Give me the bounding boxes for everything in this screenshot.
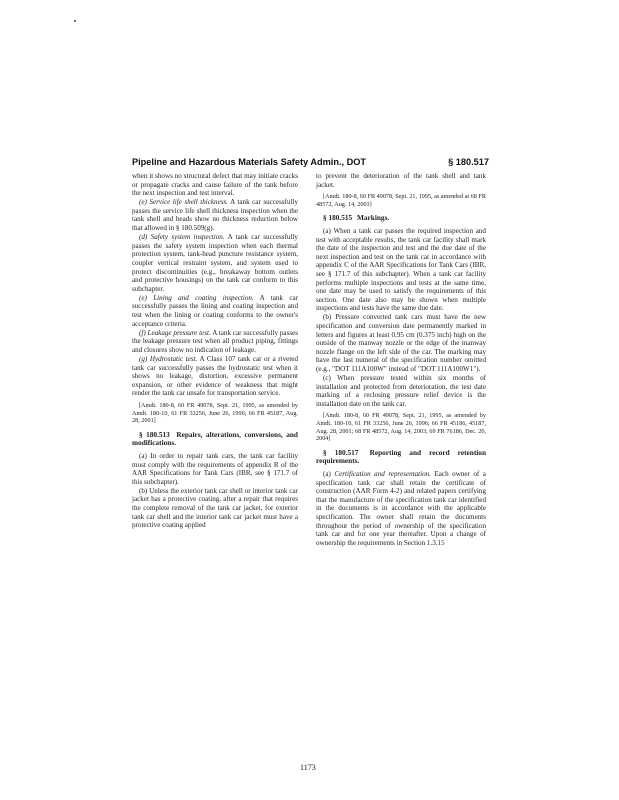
paragraph-a: [132, 452, 298, 486]
paragraph-a-certification: [316, 470, 486, 547]
paragraph-text: A Class 107 tank car or a riveted tank car successfully passes the hydrostatic test when it shows no leakage, distortion, excessive permanent expansion, or other evidence of weakness that might render the tank car unsafe for transportation service.: [132, 354, 298, 398]
paragraph-label: (b): [139, 486, 148, 495]
paragraph-safety-system: [132, 233, 298, 293]
section-title: Repairs, alterations, conversions, and modifications.: [132, 429, 298, 448]
paragraph-label: (f) Leakage pressure test.: [139, 328, 211, 337]
paragraph-italic-label: Certification and representation.: [334, 470, 431, 478]
paragraph-text: Each owner of a specification tank car shall retain the certificate of construction (AAR Form 4-2) and related papers certifying that the manufacture of the specification tank car identified in the documents is in accordance with the applicable specification. The owner shall retain the documents throughout the period of ownership of the specification tank car and for one year thereafter. Upon a change of ownership the requirements in Section 1.3.15: [316, 470, 486, 547]
paragraph-label: (a): [139, 451, 147, 460]
section-heading-180-513: [132, 431, 298, 448]
citation: [Amdt. 180-8, 60 FR 49078, Sept. 21, 1995, as amended at 68 FR 48572, Aug. 14, 2003]: [316, 193, 486, 208]
citation: [Amdt. 180-8, 60 FR 49078, Sept. 21, 1995, as amended by Amdt. 180-10, 61 FR 33256, June 26, 1996; 66 FR 45187, Aug. 28, 2001]: [132, 401, 298, 425]
paragraph-a: [316, 227, 486, 313]
paragraph-text: When pressure tested within six months of installation and protected from deterioration, the test date marking of a reclosing pressure relief device is the installation date on the tank car.: [316, 374, 486, 408]
running-head: [132, 155, 489, 169]
paragraph-label: (d) Safety system inspection.: [139, 233, 225, 242]
paragraph-text: A tank car successfully passes the lining and coating inspection and test when the lining or coating conforms to the owner's acceptance criteria.: [132, 293, 298, 328]
page-number: 1173: [300, 763, 316, 772]
paragraph-b: [132, 487, 298, 530]
paragraph-service-life: [132, 198, 298, 232]
running-head-title: Pipeline and Hazardous Materials Safety Admin., DOT: [132, 157, 366, 167]
section-heading-180-517: [316, 449, 486, 466]
paragraph-label: (a): [323, 226, 331, 235]
paragraph-text: When a tank car passes the required inspection and test with acceptable results, the tank car facility shall mark the date of the inspection and test and the due date of the next inspection and test on the tank car in accordance with appendix C of the AAR Specifications for Tank Cars (IBR, see § 171.7 of this subchapter). When a tank car facility performs multiple inspections and tests at the same time, one date may be used to satisfy the requirements of this section. One date also may be shown when multiple inspections and tests have the same due date.: [316, 226, 486, 313]
paragraph-label: (e) Service life shell thickness.: [139, 198, 229, 207]
citation: [Amdt. 180-8, 60 FR 49078, Sept. 21, 1995, as amended by Amdt. 180-10, 61 FR 33256, June 26, 1996; 66 FR 45186, 45187, Aug. 28, 2001; 68 FR 48572, Aug. 14, 2003; 69 FR 76186, Dec. 20, 2004]: [316, 412, 486, 443]
paragraph-text: Unless the exterior tank car shell or interior tank car jacket has a protective coating, after a repair that requires the complete removal of the tank car jacket, for exterior tank car shell and the interior tank car jacket must have a protective coating applied: [132, 486, 298, 530]
paragraph-b: [316, 313, 486, 373]
paragraph-c: [316, 374, 486, 408]
running-head-section: § 180.517: [448, 157, 489, 167]
section-number: § 180.517: [323, 447, 359, 457]
paragraph-label: (e) Lining and coating inspection.: [139, 293, 254, 302]
section-number: § 180.515: [323, 213, 353, 223]
paragraph-text: A tank car successfully passes the safety system inspection when each thermal protection system, tank-head puncture resistance system, coupler vertical restraint system, and system used to protect discontinuities (e.g., breakaway bottom outlets and protective housings) on the tank car conform to this subchapter.: [132, 233, 298, 293]
section-number: § 180.513: [139, 429, 170, 439]
right-column: [316, 172, 486, 548]
paragraph-label: (b): [323, 313, 332, 322]
paragraph-label: (c): [323, 374, 331, 383]
paragraph-leakage-test: [132, 329, 298, 355]
section-title: Reporting and record retention requirements.: [316, 447, 487, 466]
paragraph-label: (g) Hydrostatic test.: [139, 354, 198, 363]
paragraph-text: In order to repair tank cars, the tank car facility must comply with the requirements of appendix R of the AAR Specifications for Tank Cars (IBR, see § 171.7 of this subchapter).: [132, 451, 298, 486]
section-heading-180-515: [316, 214, 486, 223]
paragraph-text: A tank car successfully passes the leakage pressure test when all product piping, fittings and closures show no indication of leakage.: [132, 328, 298, 354]
left-column: [132, 172, 298, 530]
paragraph-lining-coating: [132, 294, 298, 328]
paragraph-hydrostatic-test: [132, 355, 298, 398]
paragraph-label: (a): [323, 470, 331, 478]
paragraph-continued: to prevent the deterioration of the tank shell and tank jacket.: [316, 172, 486, 189]
scan-speck: [74, 20, 76, 22]
paragraph-continued: when it shows no structural defect that may initiate cracks or propagate cracks and cause failure of the tank before the next inspection and test interval.: [132, 172, 298, 198]
paragraph-text: Pressure converted tank cars must have the new specification and conversion date permanently marked in letters and figures at least 0.95 cm (0.375 inch) high on the outside of the manway nozzle or the edge of the manway nozzle flange on the left side of the car. The marking may have the last numeral of the specification number omitted (e.g., "DOT 111A100W" instead of "DOT 111A100W1").: [316, 313, 486, 373]
paragraph-text: A tank car successfully passes the service life shell thickness inspection when the tank shell and heads show no thickness reduction below that allowed in § 180.509(g).: [132, 198, 298, 233]
section-title: Markings.: [357, 213, 390, 223]
